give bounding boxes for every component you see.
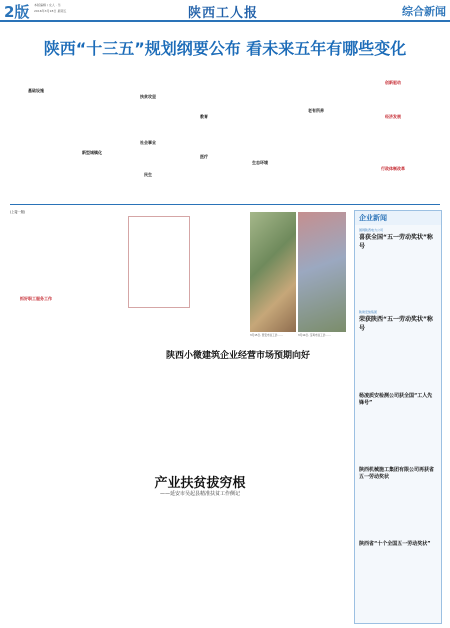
ad-body-1 xyxy=(359,250,437,306)
ad-body-3 xyxy=(359,406,437,462)
subhead-elderly: 老有所养 xyxy=(308,108,324,113)
subhead-poverty: 扶贫攻坚 xyxy=(140,94,156,99)
left-article-subhead: 抓好职工服务工作 xyxy=(20,296,52,301)
ad-title-5: 陕西省“十个全国五一劳动奖状” xyxy=(359,541,431,547)
ad-title-1: 喜获全国“五一劳动奖状”称号 xyxy=(359,234,433,250)
masthead-brand: 陕西工人报 xyxy=(188,6,259,21)
ad-title-3: 杨凌质安检测公司获全国“工人先锋号” xyxy=(359,393,433,406)
top-story-col-7 xyxy=(346,64,440,202)
subhead-education: 教育 xyxy=(200,114,208,119)
bottom-center-col-4 xyxy=(296,362,348,462)
ad-title-4: 陕西机械施工集团有限公司再获省五一劳动奖状 xyxy=(359,467,435,480)
top-story-headline: 陕西“十三五”规划纲要公布 看未来五年有哪些变化 xyxy=(43,39,407,58)
top-story-col-2 xyxy=(66,64,118,202)
news-photo-2 xyxy=(298,212,346,332)
inset-box xyxy=(128,216,190,308)
ad-company-2: 陕建安装集团 xyxy=(359,310,378,314)
bottom-left-col-2 xyxy=(74,500,134,620)
section-label: 综合新闻 xyxy=(402,5,446,18)
bottom-left-headline: 产业扶贫拔穷根 xyxy=(154,476,246,491)
subhead-innovation: 创新驱动 xyxy=(385,80,401,85)
bottom-left-subhead: ——延安市吴起县精准扶贫工作侧记 xyxy=(159,491,240,497)
top-story-col-6 xyxy=(290,64,342,202)
photo-caption-2: 3月14日, 宝鸡市总工会…… xyxy=(298,334,331,337)
ad-body-4 xyxy=(359,480,437,536)
subhead-infrastructure: 基础设施 xyxy=(28,88,44,93)
bottom-left-col-3 xyxy=(138,500,198,620)
subhead-social: 社会事业 xyxy=(140,140,156,145)
subhead-economy: 经济发展 xyxy=(385,114,401,119)
bottom-center-col-2 xyxy=(184,362,236,462)
ad-body-2 xyxy=(359,332,437,388)
masthead-info-1: 本版编辑 / 女人 · 乐 xyxy=(34,3,61,7)
ad-title-2: 荣获陕西“五一劳动奖状”称号 xyxy=(359,316,433,332)
subhead-urban: 新型城镇化 xyxy=(82,150,102,155)
news-photo-1 xyxy=(250,212,296,332)
bottom-center-headline: 陕西小微建筑企业经营市场预期向好 xyxy=(165,351,310,361)
ad-company-1: 国网陕西电力公司 xyxy=(359,228,384,232)
top-story-col-4 xyxy=(178,64,230,202)
left-article xyxy=(10,210,62,470)
enterprise-news-panel xyxy=(354,210,442,624)
left-article-col-2 xyxy=(66,210,122,470)
left-article-label: (上接一版) xyxy=(10,210,26,214)
enterprise-news-banner: 企业新闻 xyxy=(355,211,441,225)
photo-caption-1: 3月15日, 西安市总工会…… xyxy=(250,334,283,337)
top-story-col-1 xyxy=(10,64,62,202)
subhead-ecology: 生态环境 xyxy=(252,160,268,165)
bottom-center-col-1 xyxy=(128,362,180,462)
bottom-left-col-5 xyxy=(266,500,326,620)
bottom-left-col-1 xyxy=(10,500,70,620)
divider xyxy=(10,204,440,205)
page-number: 2版 xyxy=(4,3,30,21)
masthead xyxy=(0,0,450,22)
bottom-left-col-6 xyxy=(330,500,350,620)
bottom-left-col-4 xyxy=(202,500,262,620)
mid-article-col xyxy=(192,212,248,332)
subhead-livelihood: 民生 xyxy=(144,172,152,177)
subhead-admin-reform: 行政体制改革 xyxy=(381,166,405,171)
top-story-col-3 xyxy=(122,64,174,202)
bottom-center-col-3 xyxy=(240,362,292,462)
subhead-medical: 医疗 xyxy=(200,154,208,159)
masthead-info-2: 2016年3月18日 星期五 xyxy=(34,9,67,13)
top-story-col-5 xyxy=(234,64,286,202)
